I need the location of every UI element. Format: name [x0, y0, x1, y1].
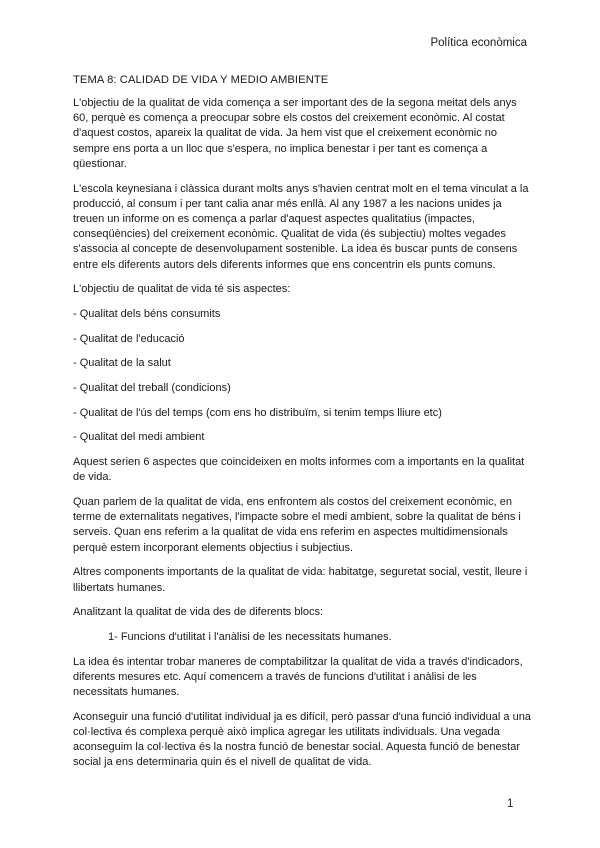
list-item: - Qualitat de la salut [73, 357, 171, 370]
list-item: - Qualitat del treball (condicions) [73, 382, 231, 395]
paragraph: L'escola keynesiana i clàssica durant molts anys s'havien centrat molt en el tema vinculat a la producció, al consum i per tant calia anar més enllà. Al any 1987 a les nacions unides ja treuen un informe on es comença a parlar d'aquest aspectes qualitatius (impactes, conseqüències) del creixement econòmic. Qualitat de vida (és subjectiu) moltes vegades s'associa al concepte de desenvolupament sostenible. La idea és buscar punts de consens entre els diferents autors dels diferents informes que ens concentrin els punts comuns. [73, 182, 529, 271]
running-header: Política econòmica [430, 37, 527, 49]
paragraph: L'objectiu de la qualitat de vida comença a ser important des de la segona meitat dels anys 60, perquè es comença a preocupar sobre els costos del creixement econòmic. Al costat d'aquest costos, apareix la qualitat de vida. Ja hem vist que el creixement econòmic no sempre ens porta a un lloc que s'espera, no implica benestar i per tant es comença a qüestionar. [73, 97, 517, 170]
paragraph: Aconseguir una funció d'utilitat individual ja es difícil, però passar d'una funció individual a una col·lectiva és complexa perquè això implica agregar les utilitats individuals. Una vegada aconseguim la col·lectiva és la nostra funció de benestar social. Aquesta funció de benestar social ja ens determinaria quin és el nivell de qualitat de vida. [73, 710, 531, 769]
paragraph: Analitzant la qualitat de vida des de diferents blocs: [73, 606, 324, 619]
list-item: - Qualitat dels béns consumits [73, 307, 221, 320]
paragraph: Quan parlem de la qualitat de vida, ens enfrontem als costos del creixement econòmic, en terme de externalitats negatives, l'impacte sobre el medi ambient, sobre la qualitat de béns i serveis. Quan ens referim a la qualitat de vida ens referim en aspectes multidimensionals perquè estem incorporant elements objectius i subjectius. [73, 496, 521, 554]
paragraph: La idea és intentar trobar maneres de comptabilitzar la qualitat de vida a través d'indicadors, diferents mesures etc. Aquí comencem a través de funcions d'utilitat i anàlisi de les necessitats humanes. [73, 655, 523, 699]
list-item: - Qualitat del medi ambient [73, 431, 205, 444]
paragraph: L'objectiu de qualitat de vida té sis aspectes: [73, 283, 291, 296]
paragraph: Aquest serien 6 aspectes que coincideixen en molts informes com a importants en la qualitat de vida. [73, 456, 525, 484]
list-item: - Qualitat de l'ús del temps (com ens ho distribuïm, si tenim temps lliure etc) [73, 406, 442, 419]
paragraph: Altres components importants de la qualitat de vida: habitatge, seguretat social, vestit, lleure i llibertats humanes. [73, 566, 528, 594]
document-body [73, 96, 531, 780]
page-number: 1 [507, 798, 514, 810]
section-subheading: 1- Funcions d'utilitat i l'anàlisi de les necessitats humanes. [108, 630, 392, 643]
list-item: - Qualitat de l'educació [73, 332, 185, 345]
chapter-title: TEMA 8: CALIDAD DE VIDA Y MEDIO AMBIENTE [73, 74, 329, 86]
